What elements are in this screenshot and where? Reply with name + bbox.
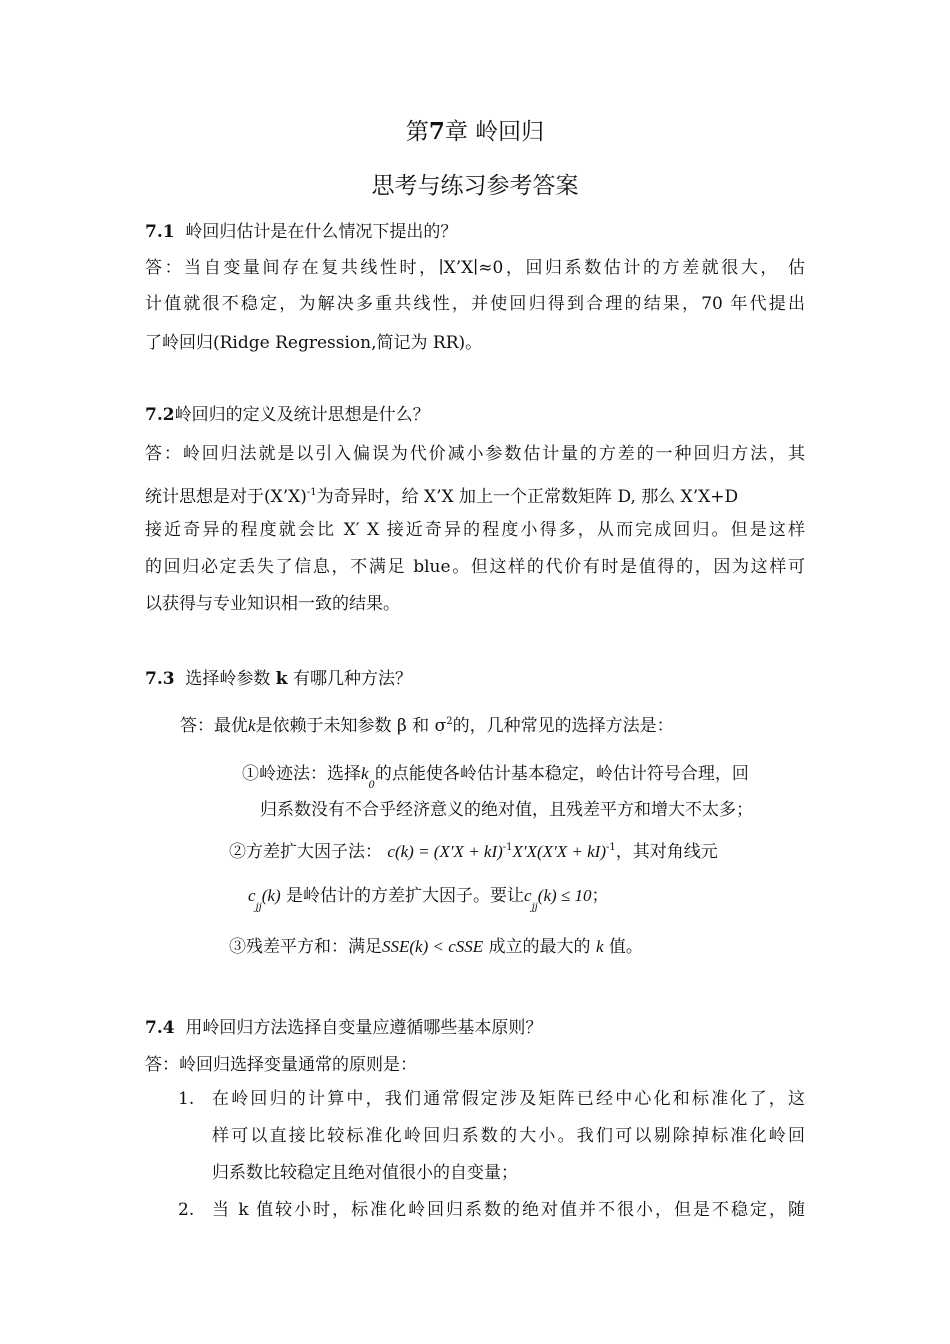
list-item-1-line-3: 归系数比较稳定且绝对值很小的自变量； bbox=[212, 1163, 518, 1183]
question-7-3: 7.3 选择岭参数 k 有哪几种方法？ bbox=[145, 669, 412, 689]
answer-7-2-line-4: 的回归必定丢失了信息，不满足 blue。但这样的代价有时是值得的，因为这样可 bbox=[145, 557, 805, 577]
answer-7-4-intro: 答：岭回归选择变量通常的原则是： bbox=[145, 1055, 417, 1075]
method-1-line-2: 归系数没有不合乎经济意义的绝对值，且残差平方和增大不太多； bbox=[260, 800, 753, 820]
answer-7-2-line-5: 以获得与专业知识相一致的结果。 bbox=[145, 594, 400, 614]
method-2-line-2: $c_{jj}(k)$ 是岭估计的方差扩大因子。要让$c_{jj}(k) \le 10$； bbox=[248, 886, 609, 913]
answer-7-2-line-3: 接近奇异的程度就会比 X′ X 接近奇异的程度小得多，从而完成回归。但是这样 bbox=[145, 520, 805, 540]
list-item-2-number: 2. bbox=[178, 1200, 195, 1220]
list-item-1-line-2: 样可以直接比较标准化岭回归系数的大小。我们可以剔除掉标准化岭回 bbox=[212, 1126, 805, 1146]
answer-7-2-line-2: 统计思想是对于(X’X)$^{-1}$为奇异时，给 X’X 加上一个正常数矩阵 D, 那么 X’X+D bbox=[145, 487, 739, 507]
method-1-line-1: ①岭迹法：选择$k_0$的点能使各岭估计基本稳定，岭估计符号合理，回 bbox=[242, 764, 749, 791]
list-item-2-line-1: 当 k 值较小时，标准化岭回归系数的绝对值并不很小，但是不稳定，随 bbox=[212, 1200, 805, 1220]
answer-7-3-intro: 答：最优k是依赖于未知参数 β 和 $\sigma^2$的，几种常见的选择方法是： bbox=[180, 716, 674, 736]
chapter-title: 第7章 岭回归 bbox=[405, 118, 545, 145]
question-7-4: 7.4 用岭回归方法选择自变量应遵循哪些基本原则？ bbox=[145, 1018, 543, 1038]
answer-7-2-line-1: 答：岭回归法就是以引入偏误为代价减小参数估计量的方差的一种回归方法，其 bbox=[145, 444, 805, 464]
list-item-1-number: 1. bbox=[178, 1089, 195, 1109]
question-7-2: 7.2岭回归的定义及统计思想是什么？ bbox=[145, 405, 430, 425]
answer-7-1-line-3: 了岭回归(Ridge Regression,简记为 RR)。 bbox=[145, 333, 483, 353]
method-2-line-1: ②方差扩大因子法： c(k) = (X′X + kI)$^{-1}$X′X(X′X + kI)$^{-1}$，其对角线元 bbox=[229, 842, 718, 862]
answer-7-1-line-2: 计值就很不稳定，为解决多重共线性，并使回归得到合理的结果，70 年代提出 bbox=[145, 294, 805, 314]
answer-7-1-line-1: 答：当自变量间存在复共线性时，∣X’X∣≈0，回归系数估计的方差就很大， 估 bbox=[145, 258, 805, 278]
question-7-1: 7.1 岭回归估计是在什么情况下提出的？ bbox=[145, 222, 458, 242]
page-subtitle: 思考与练习参考答案 bbox=[371, 173, 579, 199]
method-3-line-1: ③残差平方和：满足SSE(k) < cSSE 成立的最大的 k 值。 bbox=[229, 937, 643, 957]
list-item-1-line-1: 在岭回归的计算中，我们通常假定涉及矩阵已经中心化和标准化了，这 bbox=[212, 1089, 805, 1109]
